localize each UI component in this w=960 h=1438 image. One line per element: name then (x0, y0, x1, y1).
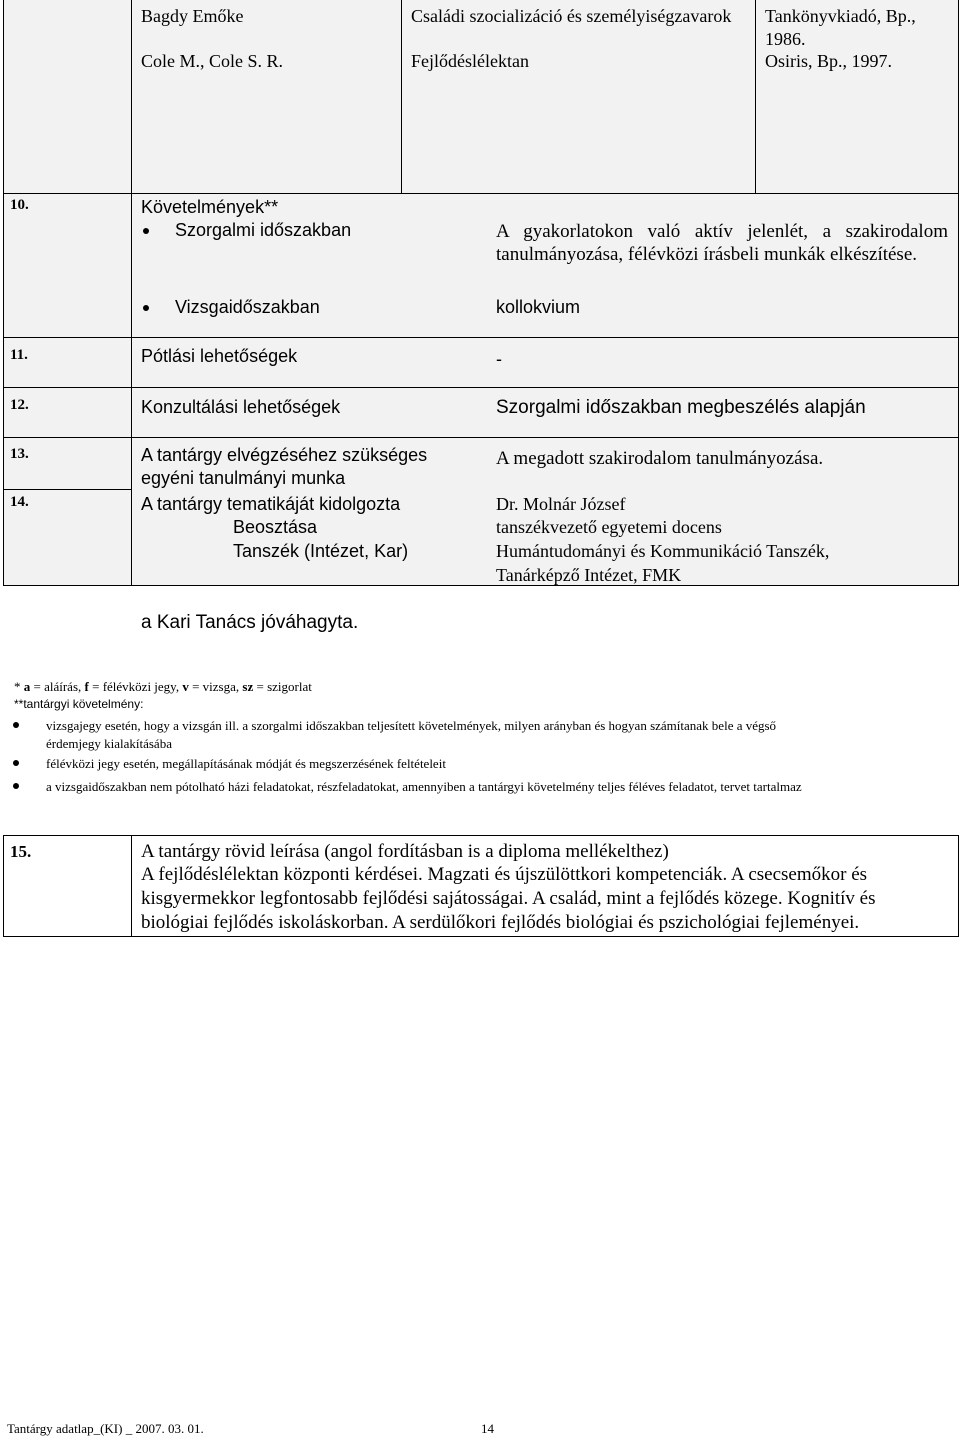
row-number-15: 15. (10, 842, 32, 861)
ref-title-1: Családi szocializáció és személyiségzavarok (411, 6, 732, 26)
bullet-icon (13, 760, 19, 766)
approval-note: a Kari Tanács jóváhagyta. (141, 612, 359, 633)
author-value: Dr. Molnár József (496, 494, 626, 514)
consultation-label: Konzultálási lehetőségek (141, 397, 341, 417)
bullet-icon (143, 305, 149, 311)
row-divider-10 (4, 193, 958, 194)
row-number-12: 12. (10, 397, 29, 413)
ref-title-2: Fejlődéslélektan (411, 51, 529, 71)
bullet-icon (143, 228, 149, 234)
description-title: A tantárgy rövid leírása (angol fordításban is a diploma mellékelthez) (141, 841, 669, 862)
row-divider-14 (4, 489, 131, 490)
grade-legend: * a = aláírás, f = félévközi jegy, v = vizsga, sz = szigorlat (14, 679, 312, 694)
study-work-value: A megadott szakirodalom tanulmányozása. (496, 448, 824, 469)
term-period-value: A gyakorlatokon való aktív jelenlét, a szakirodalom tanulmányozása, félévközi írásbeli munkák elkészítése. (496, 221, 948, 265)
ref-col-divider-3 (755, 0, 756, 193)
ref-col-divider-1 (131, 0, 132, 193)
description-line-2: kisgyermekkor legfontosabb fejlődési sajátosságai. A család, mint a fejlődés közege. Kognitív és (141, 888, 876, 909)
row-number-10: 10. (10, 197, 29, 213)
ref-author-2: Cole M., Cole S. R. (141, 51, 284, 71)
sec15-col-divider (131, 836, 132, 936)
study-work-label-1: A tantárgy elvégzéséhez szükséges (141, 445, 428, 465)
footnote-exam-grade-1: vizsgajegy esetén, hogy a vizsgán ill. a szorgalmi időszakban teljesített követelmények, milyen arányban és hogyan számítanak bele a végső (46, 718, 777, 733)
makeup-value: - (496, 349, 502, 369)
footnote-term-grade: félévközi jegy esetén, megállapításának módját és megszerzésének feltételeit (46, 756, 446, 771)
description-line-3: biológiai fejlődés iskoláskorban. A serdülőkori fejlődés biológiai és pszichológiai fejleményei. (141, 912, 860, 933)
consultation-value: Szorgalmi időszakban megbeszélés alapján (496, 397, 866, 418)
exam-period-value: kollokvium (496, 297, 581, 317)
footnote-exam-grade-2: érdemjegy kialakításába (46, 736, 172, 751)
row-divider-13 (4, 437, 958, 438)
requirements-label: Követelmények** (141, 197, 279, 217)
institute-value: Tanárképző Intézet, FMK (496, 565, 682, 585)
row-divider-11 (4, 337, 958, 338)
row-number-14: 14. (10, 494, 29, 510)
ref-col-divider-2 (401, 0, 402, 193)
row-divider-12 (4, 387, 958, 388)
department-value: Humántudományi és Kommunikáció Tanszék, (496, 541, 830, 561)
footnote-homework: a vizsgaidőszakban nem pótolható házi feladatokat, részfeladatokat, amennyiben a tantárgyi követelmény teljes féléves feladatot, tervet tartalmaz (46, 779, 802, 794)
row-number-13: 13. (10, 446, 29, 462)
term-period-label: Szorgalmi időszakban (175, 220, 352, 240)
requirement-note: **tantárgyi követelmény: (14, 697, 144, 711)
department-label: Tanszék (Intézet, Kar) (233, 541, 409, 561)
exam-period-label: Vizsgaidőszakban (175, 297, 320, 317)
bullet-icon (13, 783, 19, 789)
ref-publisher-1: Tankönyvkiadó, Bp., 1986. (765, 6, 916, 49)
footer-page-number: 14 (481, 1421, 494, 1436)
position-label: Beosztása (233, 517, 318, 537)
ref-publisher-2: Osiris, Bp., 1997. (765, 51, 893, 71)
footer-doc-id: Tantárgy adatlap_(KI) _ 2007. 03. 01. (7, 1421, 204, 1436)
study-work-label-2: egyéni tanulmányi munka (141, 468, 346, 488)
position-value: tanszékvezető egyetemi docens (496, 517, 722, 537)
row-number-11: 11. (10, 347, 28, 363)
makeup-label: Pótlási lehetőségek (141, 346, 298, 366)
author-label: A tantárgy tematikáját kidolgozta (141, 494, 401, 514)
bullet-icon (13, 722, 19, 728)
ref-author-1: Bagdy Emőke (141, 6, 244, 26)
num-col-divider (131, 193, 132, 585)
description-line-1: A fejlődéslélektan központi kérdései. Magzati és újszülöttkori kompetenciák. A csecsemőkor és (141, 864, 868, 885)
